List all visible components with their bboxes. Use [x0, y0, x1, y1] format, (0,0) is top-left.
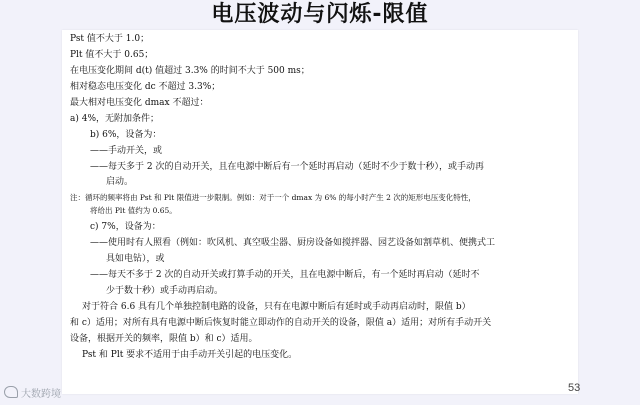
document-note: 将给出 Plt 值约为 0.65。: [90, 206, 177, 215]
document-line: 和 c）适用；对所有具有电源中断后恢复时能立即动作的自动开关的设备，限值 a）适用；对所有手动开关: [70, 318, 492, 328]
document-line: Pst 和 Plt 要求不适用于由手动开关引起的电压变化。: [82, 350, 298, 360]
document-line: ——每天多于 2 次的自动开关，且在电源中断后有一个延时再启动（延时不少于数十秒），或手动再: [90, 162, 484, 172]
chat-bubble-icon: [4, 386, 18, 398]
document-line: Plt 值不大于 0.65；: [70, 50, 154, 60]
document-line: Pst 值不大于 1.0；: [70, 34, 150, 44]
document-line: 在电压变化期间 d(t) 值超过 3.3% 的时间不大于 500 ms；: [70, 66, 310, 76]
document-page: [62, 30, 581, 394]
document-line: 相对稳态电压变化 dc 不超过 3.3%；: [70, 82, 221, 92]
document-line: 最大相对电压变化 dmax 不超过：: [70, 98, 209, 108]
document-line: ——手动开关，或: [90, 146, 163, 156]
document-line: 对于符合 6.6 具有几个单独控制电路的设备，只有在电源中断后有延时或手动再启动时，限值 b）: [82, 302, 471, 312]
document-line: a) 4%，无附加条件；: [70, 114, 160, 124]
page-number: 53: [568, 382, 581, 394]
document-line: 启动。: [106, 177, 134, 187]
document-line: 少于数十秒）或手动再启动。: [106, 286, 224, 296]
watermark-text: 大数跨境: [21, 388, 61, 400]
document-line: 设备，根据开关的频率，限值 b）和 c）适用。: [70, 334, 258, 344]
watermark-logo: [4, 384, 61, 400]
slide-title: 电压波动与闪烁-限值: [211, 2, 429, 27]
document-line: c) 7%，设备为：: [90, 222, 161, 232]
document-line: ——使用时有人照看（例如：吹风机、真空吸尘器、厨房设备如搅拌器、园艺设备如割草机、便携式工: [90, 238, 496, 248]
document-note: 注：循环的频率将由 Pst 和 Plt 限值进一步限制。例如：对于一个 dmax 为 6% 的每小时产生 2 次的矩形电压变化特性，: [70, 193, 476, 202]
document-line: ——每天不多于 2 次的自动开关或打算手动的开关，且在电源中断后，有一个延时再启动（延时不: [90, 270, 480, 280]
document-line: b) 6%，设备为：: [90, 130, 162, 140]
document-line: 具如电钻），或: [106, 254, 165, 264]
